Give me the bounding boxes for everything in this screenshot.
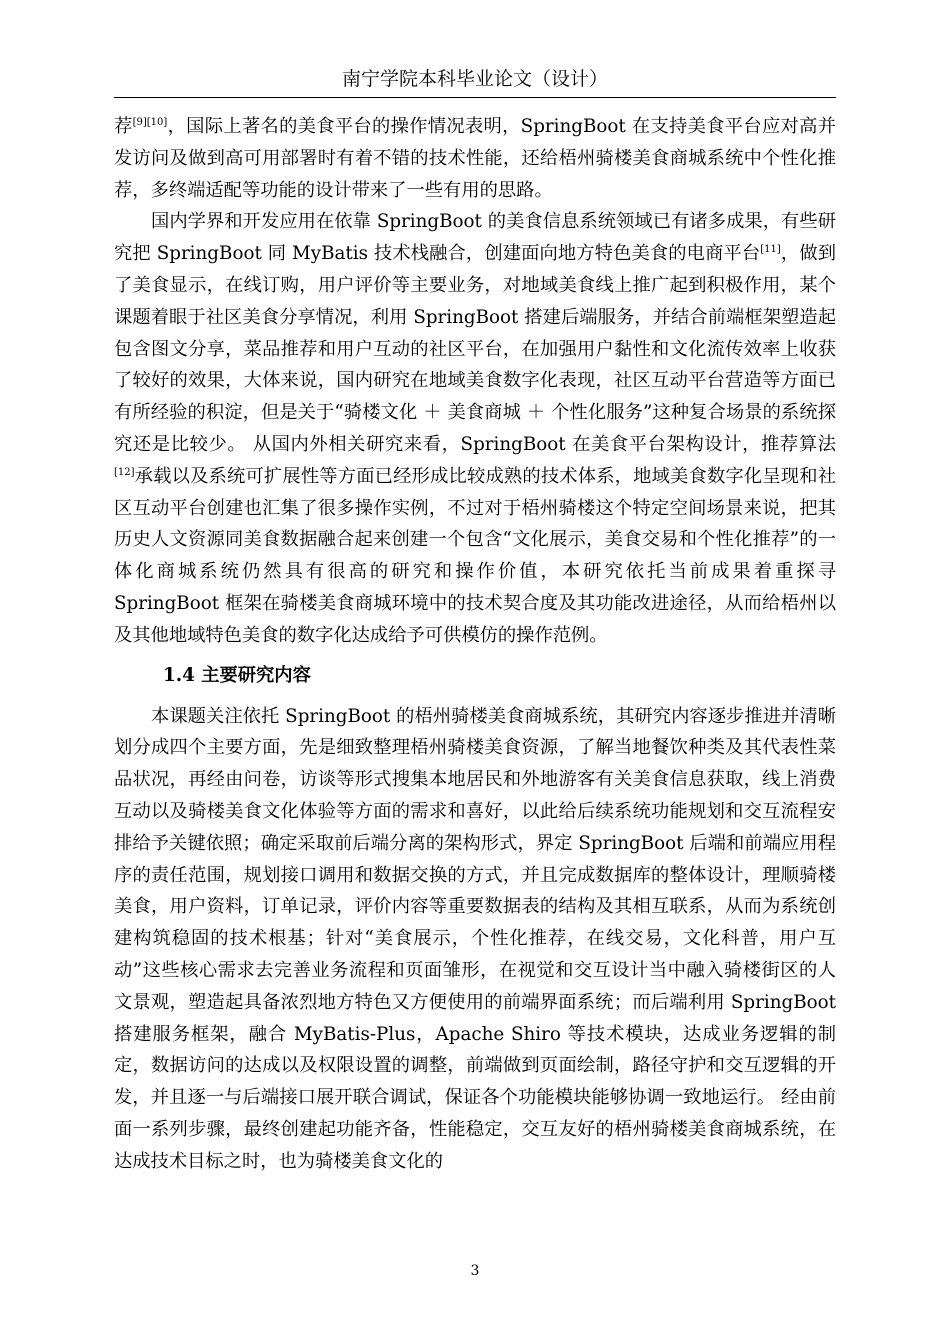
paragraph-2 [114,206,836,651]
paragraph-2-text-c: 承载以及系统可扩展性等方面已经形成比较成熟的技术体系，地域美食数字化呈现和社区互动平台创建也汇集了很多操作实例，不过对于梧州骑楼这个特定空间场景来说，把其历史人文资源同美食数据融合起来创建一个包含“文化展示，美食交易和个性化推荐”的一体化商城系统仍然具有很高的研究和操作价值，本研究依托当前成果着重探寻 SpringBoot 框架在骑楼美食商城环境中的技术契合度及其功能改进途径，从而给梧州以及其他地域特色美食的数字化达成给予可供模仿的操作范例。 [114,465,836,646]
paragraph-2-text-a: 国内学界和开发应用在依靠 SpringBoot 的美食信息系统领域已有诸多成果，有些研究把 SpringBoot 同 MyBatis 技术栈融合，创建面向地方特色美食的电商平台 [114,211,836,265]
paragraph-1 [114,111,836,206]
page-number: 3 [470,1263,480,1279]
header-rule [114,97,836,98]
citation-9-10: [9][10] [132,116,168,128]
page-body [114,111,836,1178]
paragraph-1-text-a: 荐 [114,116,133,137]
citation-11: [11] [760,244,781,256]
page-header: 南宁学院本科毕业论文（设计） [341,68,608,90]
paragraph-1-text-b: ，国际上著名的美食平台的操作情况表明，SpringBoot 在支持美食平台应对高并发访问及做到高可用部署时有着不错的技术性能，还给梧州骑楼美食商城系统中个性化推荐，多终端适配等功能的设计带来了一些有用的思路。 [114,116,836,201]
paragraph-2-text-b: ，做到了美食显示，在线订购，用户评价等主要业务，对地域美食线上推广起到积极作用，某个课题着眼于社区美食分享情况，利用 SpringBoot 搭建后端服务，并结合前端框架塑造起包含图文分享，菜品推荐和用户互动的社区平台，在加强用户黏性和文化流传效率上收获了较好的效果，大体来说，国内研究在地域美食数字化表现，社区互动平台营造等方面已有所经验的积淀，但是关于“骑楼文化 ＋ 美食商城 ＋ 个性化服务”这种复合场景的系统探究还是比较少。 从国内外相关研究来看，SpringBoot 在美食平台架构设计，推荐算法 [114,243,837,455]
section-heading: 1.4 主要研究内容 [163,664,311,686]
paragraph-3: 本课题关注依托 SpringBoot 的梧州骑楼美食商城系统，其研究内容逐步推进并清晰划分成四个主要方面，先是细致整理梧州骑楼美食资源，了解当地餐饮种类及其代表性菜品状况，再经由问卷，访谈等形式搜集本地居民和外地游客有关美食信息获取，线上消费互动以及骑楼美食文化体验等方面的需求和喜好，以此给后续系统功能规划和交互流程安排给予关键依照；确定采取前后端分离的架构形式，界定 SpringBoot 后端和前端应用程序的责任范围，规划接口调用和数据交换的方式，并且完成数据库的整体设计，理顺骑楼美食，用户资料，订单记录，评价内容等重要数据表的结构及其相互联系，从而为系统创建构筑稳固的技术根基；针对“美食展示，个性化推荐，在线交易，文化科普，用户互动”这些核心需求去完善业务流程和页面雏形，在视觉和交互设计当中融入骑楼街区的人文景观，塑造起具备浓烈地方特色又方便使用的前端界面系统；而后端利用 SpringBoot 搭建服务框架，融合 MyBatis-Plus，Apache Shiro 等技术模块，达成业务逻辑的制定，数据访问的达成以及权限设置的调整，前端做到页面绘制，路径守护和交互逻辑的开发，并且逐一与后端接口展开联合调试，保证各个功能模块能够协调一致地运行。 经由前面一系列步骤，最终创建起功能齐备，性能稳定，交互友好的梧州骑楼美食商城系统，在达成技术目标之时，也为骑楼美食文化的 [114,705,836,1172]
citation-12: [12] [114,466,135,478]
